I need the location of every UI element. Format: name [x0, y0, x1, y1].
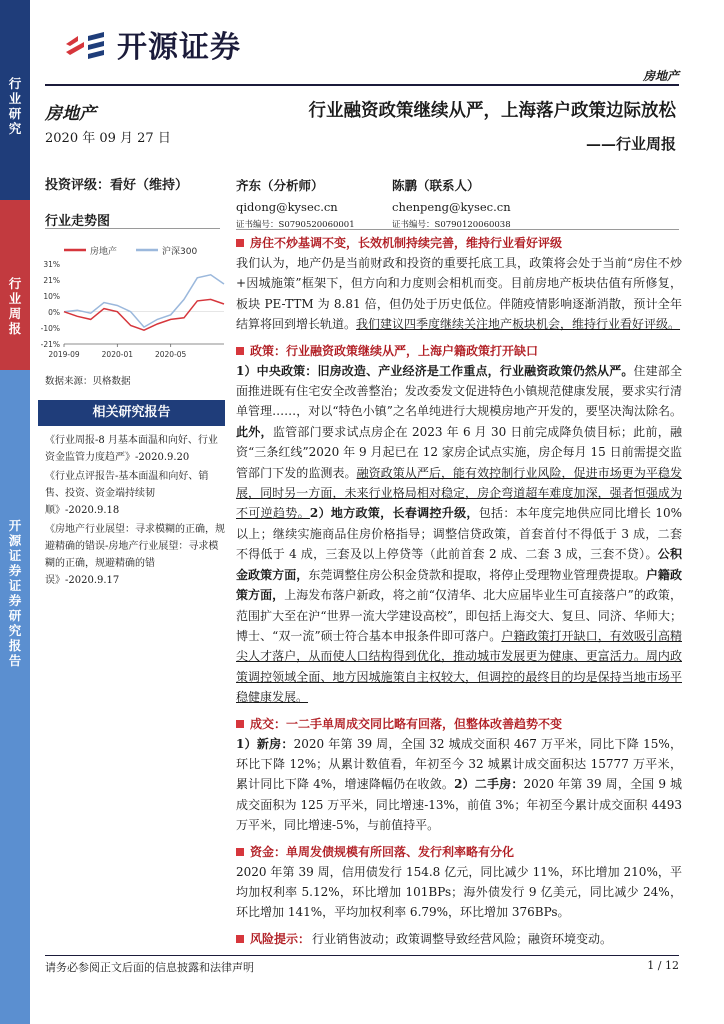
strip-label-brand: 开源证券 证券研究报告: [8, 518, 22, 668]
footer-rule: [45, 955, 679, 956]
strip-label-weekly: 行业周报: [8, 276, 22, 336]
y-tick-label: -21%: [40, 340, 60, 349]
strip-label-research: 行业研究: [8, 76, 22, 136]
analyst-cert: 证书编号：S0790520060001: [236, 220, 355, 230]
related-report-item[interactable]: 《行业点评报告-基本面温和向好、销售、投资、资金端持续韧顺》-2020.9.18: [45, 471, 209, 516]
header-industry: 房地产: [642, 69, 679, 83]
x-tick-label: 2020-05: [154, 350, 187, 359]
investment-rating: 投资评级：看好（维持）: [45, 178, 189, 193]
analyst-email[interactable]: qidong@kysec.cn: [236, 200, 338, 214]
strip-seg-brand: [0, 370, 30, 1024]
trend-chart-title: 行业走势图: [45, 214, 111, 229]
y-tick-label: -10%: [40, 324, 60, 333]
logo-mark-r2: [88, 41, 104, 50]
analyst-name: 陈鹏（联系人）: [392, 178, 480, 193]
report-subtitle: ——行业周报: [585, 135, 676, 153]
bullet-square-icon: [236, 848, 244, 856]
legend-label: 沪深300: [162, 247, 198, 257]
analyst-email[interactable]: chenpeng@kysec.cn: [392, 200, 511, 214]
logo-mark-top: [66, 36, 78, 46]
trend-title-rule: [45, 228, 220, 229]
analyst-cert: 证书编号：S0790120060038: [392, 220, 511, 230]
related-report-item[interactable]: 《行业周报-8 月基本面温和向好、行业资金监管力度趋严》-2020.9.20: [45, 435, 218, 463]
series-line: [64, 299, 224, 330]
section-heading: 房住不炒基调不变，长效机制持续完善，维持行业看好评级: [236, 233, 682, 253]
y-tick-label: 21%: [43, 276, 60, 285]
footer-disclaimer[interactable]: 请务必参阅正文后面的信息披露和法律声明: [45, 961, 254, 974]
analyst-rule: [236, 229, 679, 230]
section-paragraph: 1）中央政策：旧房改造、产业经济是工作重点，行业融资政策仍然从严。住建部全面推进既有住宅安全改善整治；发改委发文促进特色小镇规范健康发展，要求实行清单管理……，对以“特色小镇”之名单纯进行大规模房地产开发的，要坚决淘汰除名。此外，监管部门要求试点房企在 2023 年 6 月 30 日前完成降负债目标；此前，融资“三条红线”2020 年 9 月起已在 12 家房企试点实施，房企每月 15 日前需提交监管部门下发的监测表。融资政策从严后，能有效控制行业风险，促进市场更为平稳发展，同时另一方面，未来行业格局相对稳定，房企弯道超车难度加深，强者恒强成为不可逆趋势。2）地方政策，长春调控升级，包括：本年度完地供应同比增长 10%以上；继续实施商品住房价格指导；调整信贷政策，首套首付不得低于 3 成，二套不得低于 4 成，三套及以上停贷等（此前首套 2 成、二套 3 成，三套不贷）。公积金政策方面，东莞调整住房公积金贷款和提取，将停止受理物业管理费提取。户籍政策方面，上海发布落户新政，将之前“仅清华、北大应届毕业生可直接落户”的政策，范围扩大至在沪“世界一流大学建设高校”，即包括上海交大、复旦、同济、华师大；博士、“双一流”硕士符合基本申报条件即可落户。户籍政策打开缺口，有效吸引高精尖人才落户，从而使人口结构得到优化，推动城市发展更为健康、更富活力。周内政策调控领域全面、地方因城施策自主权较大，但调控的最终目的均是保持当地市场平稳健康发展。: [236, 363, 682, 705]
bullet-square-icon: [236, 720, 244, 728]
report-date: 2020 年 09 月 27 日: [45, 131, 171, 146]
x-tick-label: 2020-01: [101, 350, 134, 359]
side-strip: [0, 0, 30, 1024]
related-reports-list: [45, 432, 225, 591]
chart-axis: [41, 260, 224, 359]
bullet-square-icon: [236, 239, 244, 247]
analyst-1: [236, 176, 355, 230]
analyst-name: 齐东（分析师）: [236, 178, 324, 193]
brand-name: 开源证券: [117, 30, 241, 65]
industry-label: 房地产: [45, 104, 96, 124]
y-tick-label: 0%: [48, 308, 60, 317]
trend-chart: [38, 236, 228, 368]
report-title: 行业融资政策继续从严，上海落户政策边际放松: [308, 101, 676, 121]
logo-mark-r1: [88, 32, 104, 41]
section-paragraph: 1）新房：2020 年第 39 周，全国 32 城成交面积 467 万平米，同比下降 15%，环比下降 12%；从累计数值看，年初至今 32 城累计成交面积达 15777 万平米，累计同比下降 4%，增速降幅仍在收敛。2）二手房：2020 年第 39 周，全国 9 城成交面积为 125 万平米，同比增速-13%，前值 3%；年初至今累计成交面积 4493 万平米，同比增速-5%，与前值持平。: [236, 736, 682, 833]
section-heading: 资金：单周发债规模有所回落、发行利率略有分化: [236, 842, 682, 862]
related-reports-title: 相关研究报告: [38, 400, 225, 426]
analyst-2: [392, 176, 511, 230]
report-body: [236, 233, 682, 949]
strip-seg-weekly: [0, 200, 30, 370]
logo-mark-r3: [88, 50, 104, 59]
chart-legend: [64, 245, 197, 257]
header-rule: [45, 84, 679, 86]
section-paragraph: 我们认为，地产仍是当前财政和投资的重要托底工具，政策将会处于当前“房住不炒+因城施策”框架下，但方向和力度则会相机而变。目前房地产板块估值有所修复，板块 PE-TTM 为 8.81 倍，但仍处于历史低位。伴随疫情影响逐渐消散，预计全年结算将回到增长轨道。我们建议四季度继续关注地产板块机会，维持行业看好评级。: [236, 256, 682, 332]
section-heading: 政策：行业融资政策继续从严，上海户籍政策打开缺口: [236, 341, 682, 361]
chart-source: 数据来源：贝格数据: [45, 376, 131, 387]
bullet-square-icon: [236, 347, 244, 355]
page-number: 1 / 12: [647, 959, 679, 972]
legend-label: 房地产: [90, 247, 118, 257]
x-tick-label: 2019-09: [48, 350, 80, 359]
section-paragraph: 2020 年第 39 周，信用债发行 154.8 亿元，同比减少 11%，环比增加 210%，平均加权利率 5.12%，环比增加 101BPs；海外债发行 9 亿美元，同比减少 24%，环比增加 141%，平均加权利率 6.79%，环比增加 376BPs。: [236, 864, 682, 920]
strip-seg-research: [0, 0, 30, 200]
bullet-square-icon: [236, 935, 244, 943]
section-heading: 成交：一二手单周成交同比略有回落，但整体改善趋势不变: [236, 714, 682, 734]
chart-series: [64, 275, 224, 330]
y-tick-label: 31%: [43, 260, 60, 269]
related-report-item[interactable]: 《房地产行业展望：寻求模糊的正确，规避精确的错误-房地产行业展望：寻求模糊的正确，规避精确的错误》-2020.9.17: [45, 524, 225, 586]
section-heading: 风险提示： 行业销售波动；政策调整导致经营风险；融资环境变动。: [236, 929, 682, 949]
y-tick-label: 10%: [43, 292, 60, 301]
